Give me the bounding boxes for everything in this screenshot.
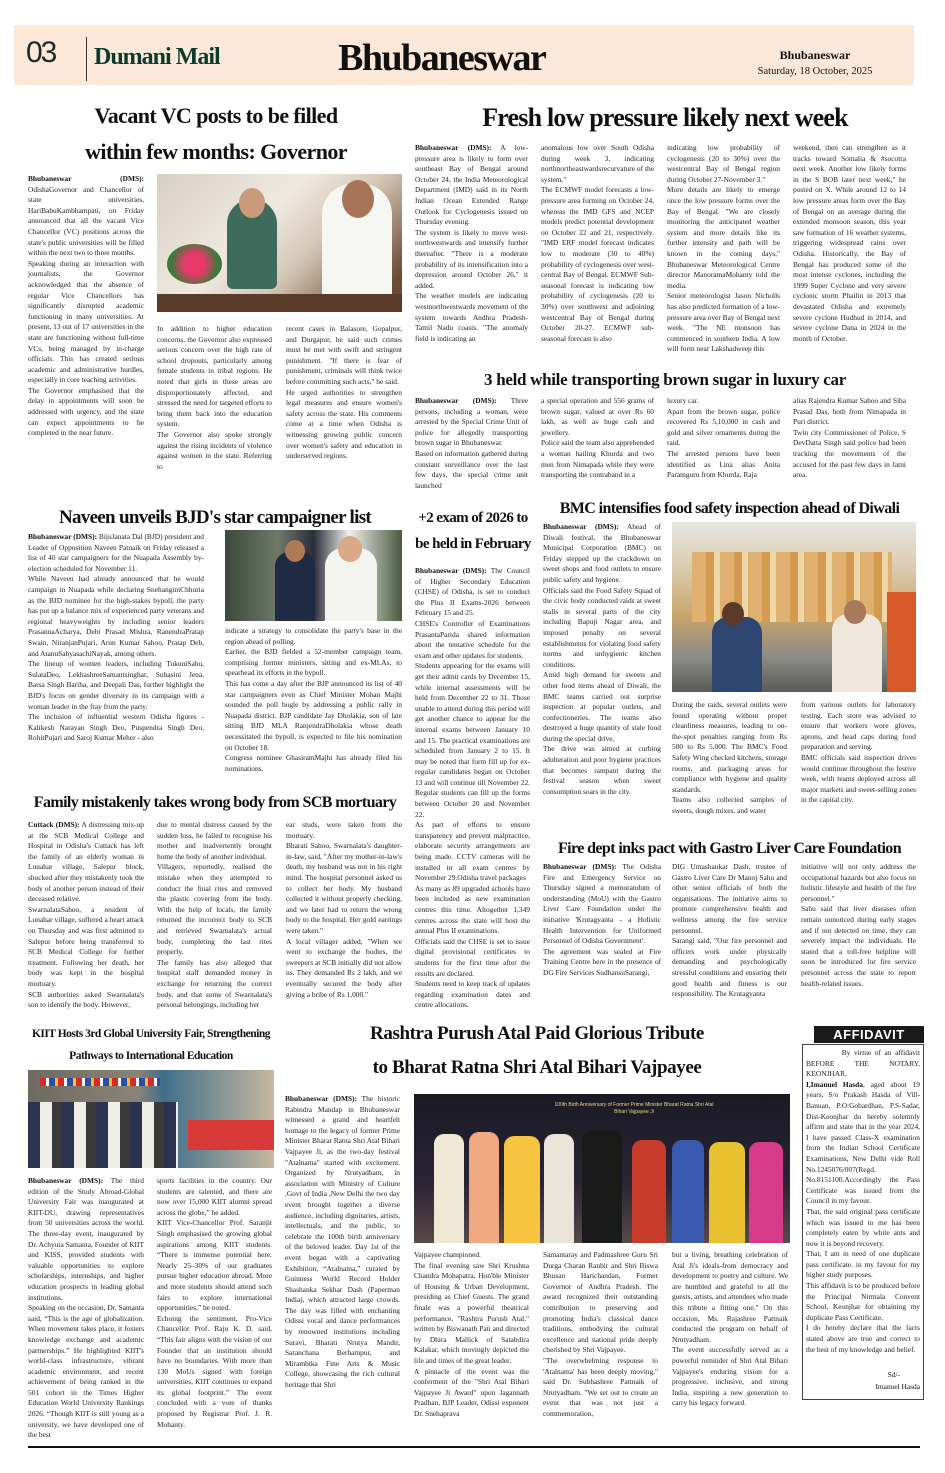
dateline-city: Bhubaneswar [779, 48, 851, 62]
atal-column-2: Vajpayee championed. The final evening saw Shri Krushna Chandra Mohapatra, Hon'ble Minister of Housing & Urban Development, presiding as Chief Guests. The grand finale was a powerful theatrical performance, "Rashtra Purush Atal," written by Biswanath Pati and directed by Dhira Mallick of Satabdira Kalakar, which movingly depicted the life and times of the great leader. A pinnacle of the event was the conferment of the "Shri Atal Bihari Vajpayee Ji Award" upon Jagannath Pradhan, BJP Leader, Odissi exponent Dr. Snehaprava [414, 1250, 529, 1418]
affidavit-sign: Sd/- [887, 1370, 900, 1379]
lowpressure-column-1: Bhubaneswar (DMS): A low-pressure area is likely to form over southeast Bay of Bengal around October 24, the India Meteorological Department (IMD) said in its North Indian Ocean Extended Range Outlook for Cyclogenesis issued on Thursday evening. The system is likely to move west-northwestwards and intensify further thereafter. "There is a moderate probability of its intensification into a depression around October 26," it added. The weather models are indicating westnorthwestwards movement of the system towards Andhra Pradesh-Tamil Nadu coasts. "The anomaly field is indicating an [415, 143, 528, 343]
vc-column-1: Bhubaneswar (DMS): OdishaGovernor and Chancellor of state universities, HariBabuKambhampati, on Friday announced that all the vacant Vice Chancellor (VC) positions across the state's public universities will be filled within the next two to three months. Speaking during an interaction with journalists, the Governor acknowledged that the absence of regular Vice Chancellors has significantly disrupted academic functioning in many universities. At present, 13 out of 17 universities in the state are functioning without full-time VCs, being managed by in-charge officials. This has created serious academic and administrative hurdles, especially in core teaching activities. The Governor emphasised that the delay in appointments will soon be addressed with urgency, and the state can expect appointments to be completed in the near future. [28, 174, 144, 438]
vc-headline-1: Vacant VC posts to be filled [94, 103, 338, 128]
sugar-headline: 3 held while transporting brown sugar in luxury car [484, 370, 846, 389]
lowpressure-headline: Fresh low pressure likely next week [482, 103, 848, 132]
lowpressure-column-2: anomalous low over South Odisha during week 3, indicating northnortheastwardsrecurvature of the system." The ECMWF model forecasts a low-pressure area forming on October 24, whereas the IMD GFS and NCEP models predict potential development on October 22 and 21, respectively. "IMD ERF model forecast indicates low to moderate (30 to 40%) probability of cyclogenesis over west-central Bay of Bengal. ECMWF Sub-seasonal forecast is indicating low probability of cyclogenesis (20 to 30%) over southwest and adjoining westcentral Bay of Bengal during October 20-27. ECMWF sub-seasonal forecast is also [541, 143, 654, 343]
sugar-column-2: a special operation and 556 grams of brown sugar, valued at over Rs 60 lakh, as well as huge cash and jewellery. Police said the team also apprehended a woman hailing Khurda and two men from Nimapada while they were transporting the contraband in a [541, 396, 654, 480]
naveen-headline: Naveen unveils BJD's star campaigner list [58, 507, 372, 528]
exam-headline-1: +2 exam of 2026 to [418, 510, 528, 526]
fire-headline: Fire dept inks pact with Gastro Liver Care Foundation [557, 840, 902, 857]
sugar-column-3: luxury car. Apart from the brown sugar, police recovered Rs 5,10,000 in cash and gold and silver ornaments during the raid. The arrested persons have been identified as Lina alias Anita Paramguru from Khurda, Raja [667, 396, 780, 480]
affidavit-header: AFFIDAVIT [814, 1026, 924, 1043]
kiit-column-1: Bhubaneswar (DMS): The third edition of the Study Abroad-Global University Fair was inaugurated at KIIT-DU, drawing representatives from 50 universities across the world. The three-day event, inaugurated by Dr. Achyuta Samanta, Founder of KIIT and KISS, provided students with valuable opportunities to explore scholarships, internships, and higher education prospects in leading global institutions. Speaking on the occasion, Dr. Samanta said, “This is the age of globalization. When movement takes place, it fosters knowledge exchange and academic partnerships.” He highlighted KIIT's world-class infrastructure, vibrant academic environment, and recent achievement of being ranked in the 501 cohort in the Times Higher Education World University Rankings 2026. “Though KIIT is still young as a university, we have developed one of the best [28, 1176, 144, 1440]
vc-headline-2: within few months: Governor [85, 139, 347, 164]
governor-press-photo [157, 174, 402, 312]
lowpressure-column-4: weekend, then can strengthen as it tracks toward Somalia & #socotra next week. Another low likely forms in the S BOB later next week," he posted on X. While around 12 to 14 low pressure areas form over the Bay of Bengal on an average during the extended monsoon season, this year saw formation of 16 weather systems, triggering widespread rains over Odisha. Historically, the Bay of Bengal has produced some of the most intense cyclones, including the 1999 Super Cyclone and very severe cyclonic storm Phailin in 2013 that devastated Odisha and extremely severe cyclone Hudhud in 2014, and severe cyclone Dana in 2024 in the month of October. [793, 143, 906, 343]
naveen-column-1: Bhubaneswar (DMS): BijuJanata Dal (BJD) president and Leader of Opposition Naveen Patnaik on Friday released a list of 40 star campaigners for the Nuapada Assembly by-election scheduled for November 11. While Naveen had already announced that he would campaign in Nuapada while declaring SnehanginiChhuria as the BJD nominee for the high-stakes bypoll, the party has put up a balance mix of experienced party veterans and regional heavyweights by including senior leaders PrasannaAcharya, Debi Prasad Mishra, RanendraPratap Swain, NiranjanPujari, Arun Kumar Sahoo, Pratap Deb, and AtanuSabyasachiNayak, among others. The lineup of women leaders, including TukuniSahu, SulataDeo, LekhashreeSamantsinghar, Subasini Jena, Barsa Singh Bariha, and Deepali Das, further highlight the BJD's focus on gender diversity in its campaign with a woman leader in the fray from the party. The inclusion of influential western Odisha figures - Kalikesh Narayan Singh Deo, Puspendra Singh Deo, RohitPujari and Saroj Kumar Meher - also [28, 532, 204, 743]
dateline-date: Saturday, 18 October, 2025 [757, 66, 873, 77]
fire-column-3: initiative will not only address the occupational hazards but also focus on holistic lifestyle and health of the fire personnel." Sahu said that liver diseases often remain unnoticed during early stages and if not detected on time, they can severely impact the individuals. He stated that a toll-free helpline will soon be introduced for fire service personnel across the state to report health-related issues. [801, 862, 916, 988]
naveen-column-2: indicate a strategy to consolidate the party's base in the region ahead of polling. Earlier, the BJD fielded a 52-member campaign team, comprising former ministers, sitting and ex-MLAs, to spearhead its efforts in the bypoll. This has come a day after the BJP announced its list of 40 star campaigners even as Chief Minister Mohan Majhi sounded the poll bugle by addressing a public rally in Nuapada district. BJP candidate Jay Dholakia, son of late sitting BJD MLA RanjendraDholakia whose death necessitated the bypoll, is expected to file his nomination on October 18. Congress nominee GhasiramMajhi has already filed his nominations. [225, 626, 402, 773]
exam-column: Bhubaneswar (DMS): The Council of Higher Secondary Education (CHSE) of Odisha, is set to conduct the Plus II Exams-2026 between February 15 and 25. CHSE's Controller of Examinations PrasantaParida shared information about the tentative schedule for the exam and other updates for students. Students appearing for the exams will get their admit cards by December 15, while internal assessments will be held from December 22 to 31. Those unable to attend during this period will get another chance to appear for the internal exams between January 10 and 15. The practical examinations are scheduled from January 2 to 15. It may be noted that form fill up for ex-regular candidates began on October 13 and will continue till November 22. Regular students can fill up the forms between October 20 and November 22. As part of efforts to ensure transparency and prevent malpractice, elaborate security arrangements are being made. CCTV cameras will be installed in all exam centres by November 29.Odisha travel packages As many as 89 upgraded schools have been included as new examination centres this time. Altogether 1,349 centres across the state will host the annual Plus II examinations. Officials said the CHSE is set to issue digital provisional certificates to students for the first time after the results are declared. Students need to keep track of updates regarding examination dates and centre allocations. [415, 566, 530, 1010]
sugar-column-1: Bhubaneswar (DMS): Three persons, including a woman, were arrested by the Special Crime Unit of police for allegedly transporting brown sugar in Bhubaneswar. Based on information gathered during constant surveillance over the last few days, the special crime unit launched [415, 396, 529, 490]
atal-event-photo [414, 1094, 790, 1243]
bottom-rule [28, 1446, 920, 1448]
kiit-headline-2: Pathways to International Education [69, 1050, 233, 1062]
atal-banner-text: 100th Birth Anniversary of Former Prime Minister Bharat Ratna Shri Atal Bihari Vajpayee Ji [554, 1102, 714, 1115]
sugar-column-4: alias Rajendra Kumar Sahoo and Siba Prasad Das, both from Nimapada in Puri district. Twin city Commissioner of Police, S DevDatta Singh said police had been tracking the movements of the accused for the past few days in Jatni area. [793, 396, 906, 480]
masthead-divider [86, 37, 87, 81]
bmc-column-2: During the raids, several outlets were found operating without proper cleanliness measures, leading to on-the-spot penalties ranging from Rs 500 to Rs 5,000. The BMC's Food Safety Wing checked kitchens, storage rooms, and packaging areas for compliance with hygiene and quality standards. Teams also collected samples of sweets, dough mixes, and water [672, 700, 787, 815]
atal-column-3: Samantaray and Padmashree Guru Sri Durga Charan Ranbir and Shri Biswa Bhusan Harichandan, Former Governor of Andhra Pradesh. The award recognized their outstanding contribution to preserving and promoting India's classical dance traditions, embodying the cultural excellence and national pride deeply cherished by Shri Vajpayee. "The overwhelming response to 'Atalnama' has been deeply moving," said Dr. Subhashree Pattnaik of Nrutyadham. "We set out to create an event that was not just a commemoration, [543, 1250, 658, 1418]
bmc-column-1: Bhubaneswar (DMS): Ahead of Diwali festival, the Bhubaneswar Municipal Corporation (BMC) on Friday stepped up the crackdown on sweet shops and food outlets to ensure public safety and hygiene. Officials said the Food Safety Squad of the civic body conducted raids at sweet stalls in several parts of the city including Bapuji Nagar area, and imposed penalty on several establishments for violating food safety norms and unhygienic kitchen conditions. Amid high demand for sweets and other food items ahead of Diwali, the BMC teams carried out surprise inspection at popular outlets, and confectioneries. The teams also destroyed a huge quantity of stale food during the special drive. The drive was aimed at curbing adulteration and poor hygiene practices that becomes rampant during the festival season when sweet consumption soars in the city. [543, 522, 661, 796]
scb-column-3: ear studs, were taken from the mortuary. Bharati Sahoo, Swarnalata's daughter-in-law, said, "After my mother-in-law's death, my husband was not in his right mind. The hospital personnel asked us to collect her body. My husband collected it without properly checking, and we later had to return the wrong body to the hospital. Her gold earrings were taken." A local villager added, "When we went to exchange the bodies, the sweepers at SCB initially did not allow us. They demanded Rs 2 lakh, and we eventually secured the body after giving a bribe of Rs 1,000." [286, 820, 402, 999]
affidavit-signatory: Imanuel Hasda [875, 1382, 920, 1391]
newspaper-brand: Dumani Mail [94, 44, 220, 70]
scb-headline: Family mistakenly takes wrong body from SCB mortuary [33, 794, 397, 811]
section-title: Bhubaneswar [338, 37, 546, 79]
bmc-headline: BMC intensifies food safety inspection ahead of Diwali [559, 500, 900, 517]
vc-column-2: In addition to higher education concerns, the Governor also expressed serious concern over the high rate of school dropouts, particularly among female students in tribal regions. He noted that girls in these areas are disproportionately affected, and stressed the need for targeted efforts to bring them back into the education system. The Governor also spoke strongly against the rising incidents of violence against women in the state. Referring to [157, 324, 272, 471]
exam-headline-2: be held in February [415, 536, 531, 552]
scb-column-1: Cuttack (DMS): A distressing mix-up at the SCB Medical College and Hospital in Odisha's Cuttack has left the family of an elderly woman in Lunahar village, Salepur block, shocked after they mistakenly took the body of another person instead of their deceased relative. SwarnalataSahoo, a resident of Lunahar village, suffered a heart attack on Thursday and was first admitted to Salepur before being transferred to SCB Medical College for further treatment. Following her death, her body was kept in the hospital mortuary. SCB authorities asked Swarnalata's son to identify the body. However, [28, 820, 144, 1010]
naveen-rally-photo [225, 530, 402, 621]
fire-column-2: DIG Umashankar Dash, trustee of Gastro Liver Care Dr Manoj Sahu and other senior officials of both the organisations. The initiative aims to promote comprehensive health and wellness among the fire service personnel. Sarangi said, "Our fire personnel and officers work under physically demanding and psychologically stressful conditions and ensuring their good health and fitness is our responsibility. The Krutagyanta [672, 862, 787, 999]
kiit-column-2: sports facilities in the country. Our students are talented, and there are now over 15,000 KIIT alumni spread across the globe,” he added. KIIT Vice-Chancellor Prof. Saranjit Singh emphasised the growing global aspirations among KIIT students. “There is immense potential here. Nearly 25–30% of our graduates pursue higher education abroad. More and more students should attend such fairs to explore international opportunities,” he noted. Echoing the sentiment, Pro-Vice Chancellor Prof. Raju K. D. said, “This fair aligns with the vision of our Founder that an institution should have no boundaries. With more than 130 MoUs signed with foreign universities, KIIT continues to expand its global footprint.” The event concluded with a vote of thanks proposed by Registrar Prof. J. R. Mohanty. [157, 1176, 272, 1429]
bmc-column-3: from various outlets for laboratory testing. Each store was advised to ensure that workers wore gloves, aprons, and head caps during food preparation and serving. BMC officials said inspection drives would continue throughout the festive week, with teams deployed across all major markets and sweet-selling zones in the capital city. [801, 700, 916, 805]
atal-headline-2: to Bharat Ratna Shri Atal Bihari Vajpayee [372, 1057, 702, 1078]
affidavit-body: By virtue of an affidavit BEFORE THE NOTARY, KEONJHAR, I,Imanuel Hasda, aged about 19 years, S/o Prakash Hasda of Vill-Banuan, P.O:Gobardhan, P.S-Sadar, Dist-Keonjhar do hereby solemnly affirm and state that in the year 2024, I have passed Class-X examination from the Indian School Certificate Examinations, New Delhi vide Roll No.1245076/007(Regd. No.8151100.Accordingly the Pass Certificate was issued from the Council in my favour. That, the said original pass certificate which was issued to me has been completely eaten by white ants and now it is beyond recovery. That, I am in need of one duplicate pass certificate. in my favour for my higher study purposes. This affidavit is to be produced before the Principal Nirmala Convent School, Keonjhar for obtaining my duplicate Pass Certificate. I do hereby declare that the facts stated above are true and correct to the best of my knowledge and belief. [806, 1048, 920, 1354]
kiit-fair-photo [28, 1070, 274, 1168]
lowpressure-column-3: indicating low probability of cyclogenesis (20 to 30%) over the westcentral Bay of Bengal region during October 27-November 3." More details are likely to emerge once the low pressure forms over the Bay of Bengal. "We are closely monitoring the anticipated weather system and more details like its further intensity and path will be known in the coming days," Bhubaneswar Meteorological Centre director ManoramaMohanty told the media. Senior meteorologist Jason Nicholls has also predicted formation of a low-pressure area over Bay of Bengal next week. "The NE monsoon has commenced in southern India. A low will form near Lakshadweep this [667, 143, 780, 354]
scb-column-2: due to mental distress caused by the sudden loss, he failed to recognise his mother and inadvertently brought home the body of another individual. Villagers, reportedly, realised the mistake when they attempted to conduct the final rites and removed the plastic covering from the body. With the help of locals, the family returned the incorrect body to SCB and retrieved Swarnalata's actual body, completing the last rites properly. The family has also alleged that hospital staff demanded money in exchange for returning the correct body, and that some of Swarnalata's personal belongings, including her [157, 820, 272, 1010]
bmc-inspection-photo [672, 522, 916, 692]
atal-column-4: but a living, breathing celebration of Atal Ji's ideals-from democracy and development to poetry and culture. We are humbled and grateful to all the guests, artists, and attendees who made this tribute a fitting one." On this occasion, Ms. Rajashree Pattnaik conducted the program on behalf of Nrutyadham. The event successfully served as a powerful reminder of Shri Atal Bihari Vajpayee's enduring vision for a progressive, inclusive, and strong India, inspiring a new generation to carry his legacy forward. [672, 1250, 788, 1408]
fire-column-1: Bhubaneswar (DMS): The Odisha Fire and Emergency Service on Thursday signed a memorandum of understanding (MoU) with the Gastro Liver Care Foundation under the initiative 'Krutagyanta - a Holistic Health Intervention for Uniformed Personnel of Odisha Government'. The agreement was sealed at Fire Training Centre here in the presence of DG Fire Services SudhansuSarangi, [543, 862, 661, 977]
vc-column-3: recent cases in Balasore, Gopalpur, and Durgapur, he said such crimes must be met with swift and stringent punishment. "If there is fear of punishment, criminals will think twice before committing such acts," he said. He urged authorities to strengthen legal measures and ensure women's safety across the state. His comments come at a time when Odisha is witnessing growing public concern over women's safety and education in underserved regions. [286, 324, 402, 461]
page-number: 03 [26, 36, 56, 69]
atal-column-1: Bhubaneswar (DMS): The historic Rabindra Mandap in Bhubaneswar witnessed a grand and heartfelt homage to the legacy of former Prime Minister Bharat Ratna Shri Atal Bihari Vajpayee Ji, as the two-day festival "Atalnama" started with excitement. Organized by Nrutyadham, in association with Ministry of Culture ,Govt of India ,New Delhi the two day event brought together a diverse audience, including dignitaries, artists, intellectuals, and the public, to celebrate the 100th birth anniversary of the beloved leader. Day 1st of the event began with a captivating Exhibition, “Atalnama,” curated by Guinness World Record Holder Shashanka Sekhar Dash (Paperman India), which attracted large crowds. The day was filled with enchanting Odissi vocal and dance performances by renowned institutions including Suravi, Bharati Nrutya Mandir, Saranchana Berhampur, and Mirambika Fine Arts & Music College, showcasing the rich cultural heritage that Shri [285, 1094, 400, 1390]
kiit-headline-1: KIIT Hosts 3rd Global University Fair, Strengthening [31, 1028, 270, 1040]
atal-headline-1: Rashtra Purush Atal Paid Glorious Tribute [370, 1023, 704, 1044]
